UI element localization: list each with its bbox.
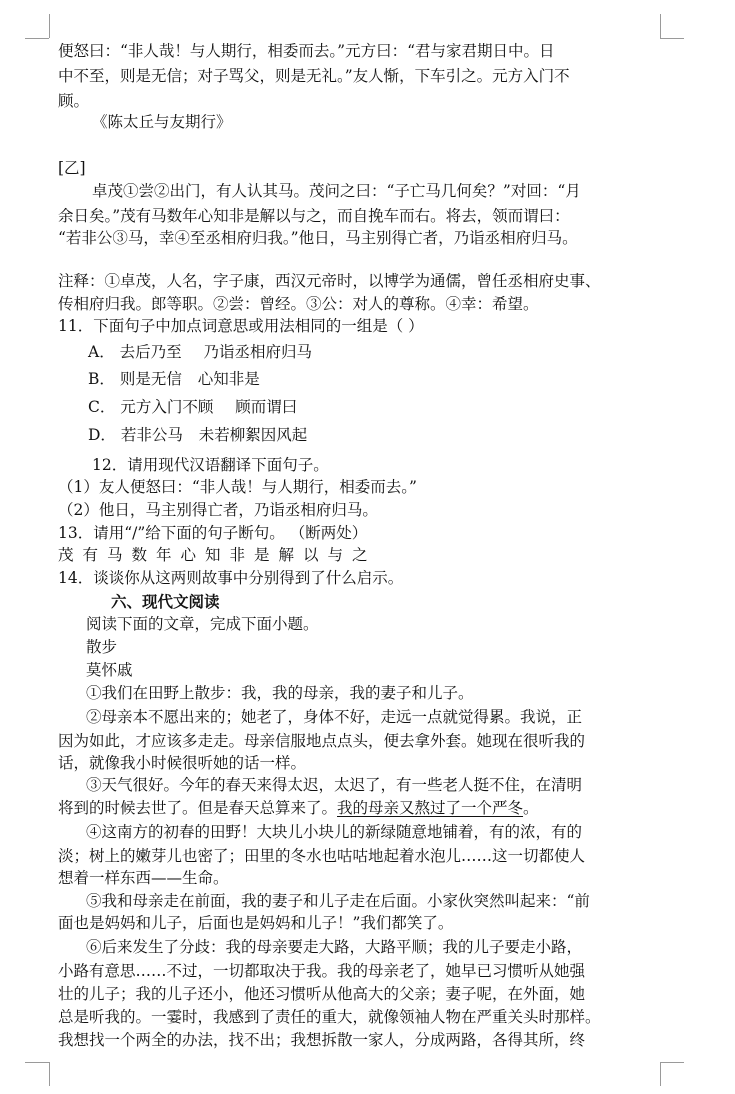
article-paragraph-2-line: 话，就像我小时候很听她的话一样。 bbox=[58, 754, 307, 772]
article-paragraph-6-line: 我想找一个两全的办法，找不出；我想拆散一家人，分成两路，各得其所，终 bbox=[58, 1031, 586, 1049]
section-instruction: 阅读下面的文章，完成下面小题。 bbox=[86, 615, 319, 633]
crop-mark-top-right-h bbox=[660, 38, 684, 39]
option-phrase-1: 若非公马 bbox=[120, 426, 183, 444]
question-13-stem: 13．请用“/”给下面的句子断句。 （断两处） bbox=[58, 524, 368, 542]
article-paragraph-2-line: 因为如此，才应该多走走。母亲信服地点点头，便去拿外套。她现在很听我的 bbox=[58, 732, 586, 750]
option-phrase-1: 元方入门不顾 bbox=[120, 398, 214, 416]
crop-mark-top-right-v bbox=[660, 14, 661, 38]
option-letter: B． bbox=[88, 370, 115, 388]
article-title: 散步 bbox=[86, 638, 118, 656]
option-letter: A． bbox=[88, 343, 115, 361]
passage-b-line: 余日矣。”茂有马数年心知非是解以与之，而自挽车而右。将去，领而谓曰： bbox=[58, 207, 570, 225]
article-paragraph-4-line: 想着一样东西——生命。 bbox=[58, 869, 229, 887]
article-paragraph-6-line: 小路有意思……不过，一切都取决于我。我的母亲老了，她早已习惯听从她强 bbox=[58, 962, 586, 980]
question-11-option-c bbox=[88, 396, 297, 418]
crop-mark-bottom-left-h bbox=[25, 1062, 49, 1063]
option-phrase-2: 心知非是 bbox=[197, 370, 260, 388]
article-paragraph-6-line: 壮的儿子；我的儿子还小，他还习惯听从他高大的父亲；妻子呢，在外面，她 bbox=[58, 985, 586, 1003]
option-phrase-2: 顾而谓曰 bbox=[235, 398, 298, 416]
crop-mark-bottom-right-v bbox=[660, 1062, 661, 1086]
crop-mark-bottom-right-h bbox=[660, 1062, 684, 1063]
question-12-stem: 12．请用现代汉语翻译下面句子。 bbox=[92, 456, 329, 474]
question-11-stem: 11．下面句子中加点词意思或用法相同的一组是（ ） bbox=[58, 317, 424, 335]
paragraph-3-text: 将到的时候去世了。但是春天总算来了。 bbox=[58, 799, 338, 817]
option-letter: D． bbox=[88, 426, 116, 444]
passage-a-line: 便怒曰：“非人哉！与人期行，相委而去。”元方曰：“君与家君期日中。日 bbox=[58, 42, 555, 60]
question-14-stem: 14．谈谈你从这两则故事中分别得到了什么启示。 bbox=[58, 569, 404, 587]
underlined-sentence: 我的母亲又熬过了一个严冬 bbox=[337, 799, 524, 817]
article-paragraph-5-line: 面也是妈妈和儿子，后面也是妈妈和儿子！”我们都笑了。 bbox=[58, 914, 454, 932]
option-phrase-2: 未若柳絮因风起 bbox=[198, 426, 308, 444]
passage-b-label: [乙] bbox=[58, 159, 86, 177]
question-12-item: （2）他日，马主别得亡者，乃诣丞相府归马。 bbox=[58, 501, 378, 519]
crop-mark-bottom-left-v bbox=[49, 1062, 50, 1086]
article-paragraph-2-line: ②母亲本不愿出来的；她老了，身体不好，走远一点就觉得累。我说，正 bbox=[86, 708, 583, 726]
section-heading: 六、现代文阅读 bbox=[111, 592, 220, 611]
question-11-option-d bbox=[88, 424, 307, 446]
passage-a-line: 顾。 bbox=[58, 92, 90, 110]
paragraph-3-end: 。 bbox=[523, 799, 539, 817]
question-11-option-b bbox=[88, 368, 260, 390]
question-13-sentence: 茂有马数年心知非是解以与之 bbox=[58, 546, 377, 564]
question-11-option-a bbox=[88, 341, 312, 363]
crop-mark-top-left-h bbox=[25, 38, 49, 39]
passage-a-line: 中不至，则是无信；对子骂父，则是无礼。”友人惭，下车引之。元方入门不 bbox=[58, 67, 570, 85]
article-paragraph-4-line: ④这南方的初春的田野！大块儿小块儿的新绿随意地铺着，有的浓，有的 bbox=[86, 823, 583, 841]
article-paragraph-5-line: ⑤我和母亲走在前面，我的妻子和儿子走在后面。小家伙突然叫起来：“前 bbox=[86, 892, 590, 910]
article-author: 莫怀戚 bbox=[86, 661, 133, 679]
article-paragraph-4-line: 淡；树上的嫩芽儿也密了；田里的冬水也咕咕地起着水泡儿……这一切都使人 bbox=[58, 847, 586, 865]
passage-b-line: 卓茂①尝②出门，有人认其马。茂问之曰：“子亡马几何矣？”对回：“月 bbox=[92, 182, 581, 200]
article-paragraph-3-line: ③天气很好。今年的春天来得太迟，太迟了，有一些老人挺不住，在清明 bbox=[86, 776, 583, 794]
article-paragraph-6-line: 总是听我的。一霎时，我感到了责任的重大，就像领袖人物在严重关头时那样。 bbox=[58, 1008, 601, 1026]
passage-a-source: 《陈太丘与友期行》 bbox=[92, 113, 232, 131]
notes-line: 注释：①卓茂，人名，字子康，西汉元帝时，以博学为通儒，曾任丞相府史事、 bbox=[58, 272, 601, 290]
crop-mark-top-left-v bbox=[49, 14, 50, 38]
option-phrase-1: 去后乃至 bbox=[119, 343, 182, 361]
article-paragraph-1: ①我们在田野上散步：我，我的母亲，我的妻子和儿子。 bbox=[86, 684, 474, 702]
option-phrase-2: 乃诣丞相府归马 bbox=[203, 343, 313, 361]
notes-line: 传相府归我。郎等职。②尝：曾经。③公：对人的尊称。④幸：希望。 bbox=[58, 295, 539, 313]
option-letter: C． bbox=[88, 398, 116, 416]
option-phrase-1: 则是无信 bbox=[119, 370, 182, 388]
article-paragraph-3-line bbox=[58, 797, 539, 819]
passage-b-line: “若非公③马，幸④至丞相府归我。”他日，马主别得亡者，乃诣丞相府归马。 bbox=[58, 229, 578, 247]
question-12-item: （1）友人便怒曰：“非人哉！与人期行，相委而去。” bbox=[58, 478, 417, 496]
article-paragraph-6-line: ⑥后来发生了分歧：我的母亲要走大路，大路平顺；我的儿子要走小路， bbox=[86, 938, 583, 956]
